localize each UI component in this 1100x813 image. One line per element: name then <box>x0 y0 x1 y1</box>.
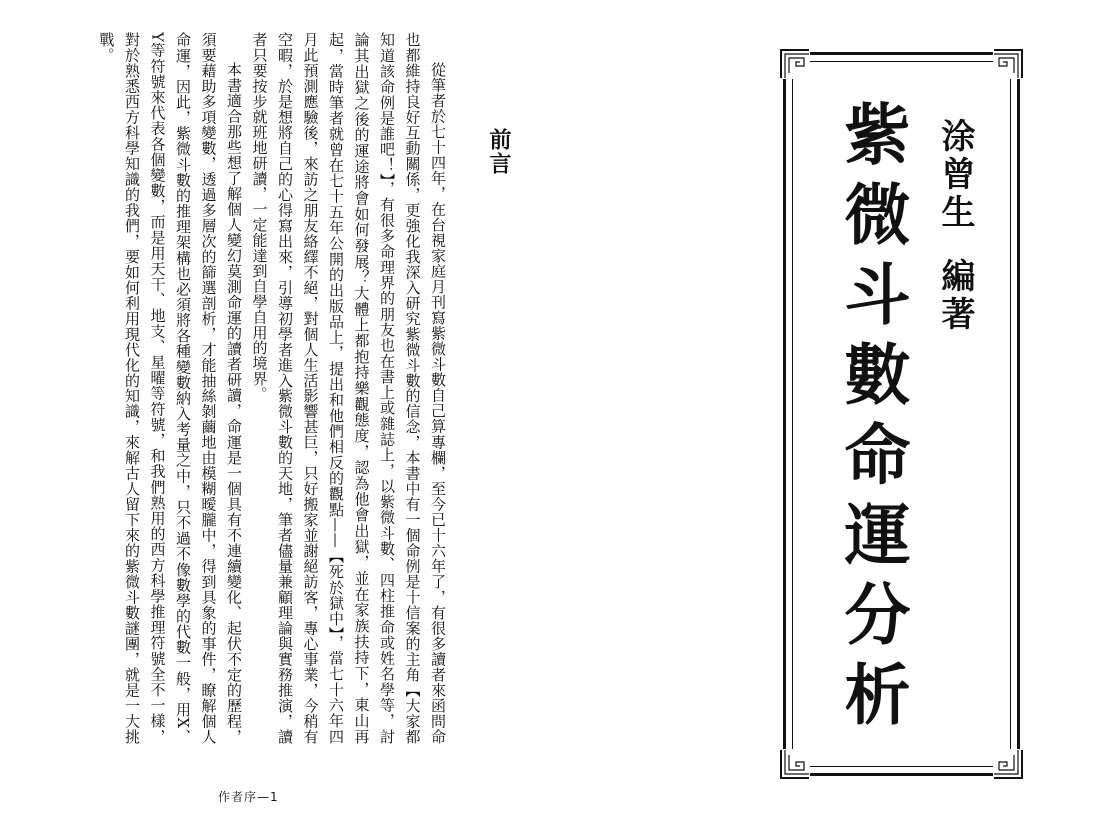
corner-ornament-icon <box>993 749 1023 779</box>
corner-ornament-icon <box>993 49 1023 79</box>
author-role: 編著 <box>935 258 975 334</box>
preface-title: 前言 <box>486 128 512 176</box>
author-name: 涂曾生 <box>935 118 975 232</box>
corner-ornament-icon <box>780 749 810 779</box>
page-number: 作者序—1 <box>218 790 279 804</box>
preface-body <box>60 32 450 744</box>
preface-page <box>40 30 520 810</box>
preface-paragraph-1: 從筆者於七十四年，在台視家庭月刊寫紫微斗數自己算專欄，至今已十六年了，有很多讀者來函問命也都維持良好互動關係，更強化我深入研究紫微斗數的信念，本書中有一個命例是十信案的主角【大家都知道該命例是誰吧！】，有很多命理界的朋友也在書上或雜誌上，以紫微斗數、四柱推命或姓名學等，討論其出獄之後的運途將會如何發展？大體上都抱持樂觀態度，認為他會出獄，並在家族扶持下，東山再起，當時筆者就曾在七十五年公開的出版品上，提出和他們相反的觀點——【死於獄中】，當七十六年四月此預測應驗後，來訪之朋友絡繹不絕，對個人生活影響甚巨，只好搬家並謝絕訪客，專心事業，今稍有空暇，於是想將自己的心得寫出來，引導初學者進入紫微斗數的天地，筆者儘量兼顧理論與實務推演，讀者只要按步就班地研讀，一定能達到自學自用的境界。 <box>250 32 447 744</box>
preface-paragraph-2: 本書適合那些想了解個人變幻莫測命運的讀者研讀，命運是一個具有不連續變化、起伏不定的歷程，須要藉助多項變數，透過多層次的篩選剖析，才能抽絲剝繭地由模糊曖朧中，得到具象的事件，瞭解個人命運，因此，紫微斗數的推理架構也必須將各種變數納入考量之中，只不過不像數學的代數一般，用X、Y等符號來代表各個變數，而是用天干、地支、星曜等符號，和我們熟用的西方科學推理符號全不一樣，對於熟悉西方科學知識的我們，要如何利用現代化的知識，來解古人留下來的紫微斗數謎團，就是一大挑戰。 <box>97 32 243 744</box>
author-line <box>935 118 975 334</box>
book-title: 紫微斗數命運分析 <box>833 100 910 740</box>
corner-ornament-icon <box>780 49 810 79</box>
